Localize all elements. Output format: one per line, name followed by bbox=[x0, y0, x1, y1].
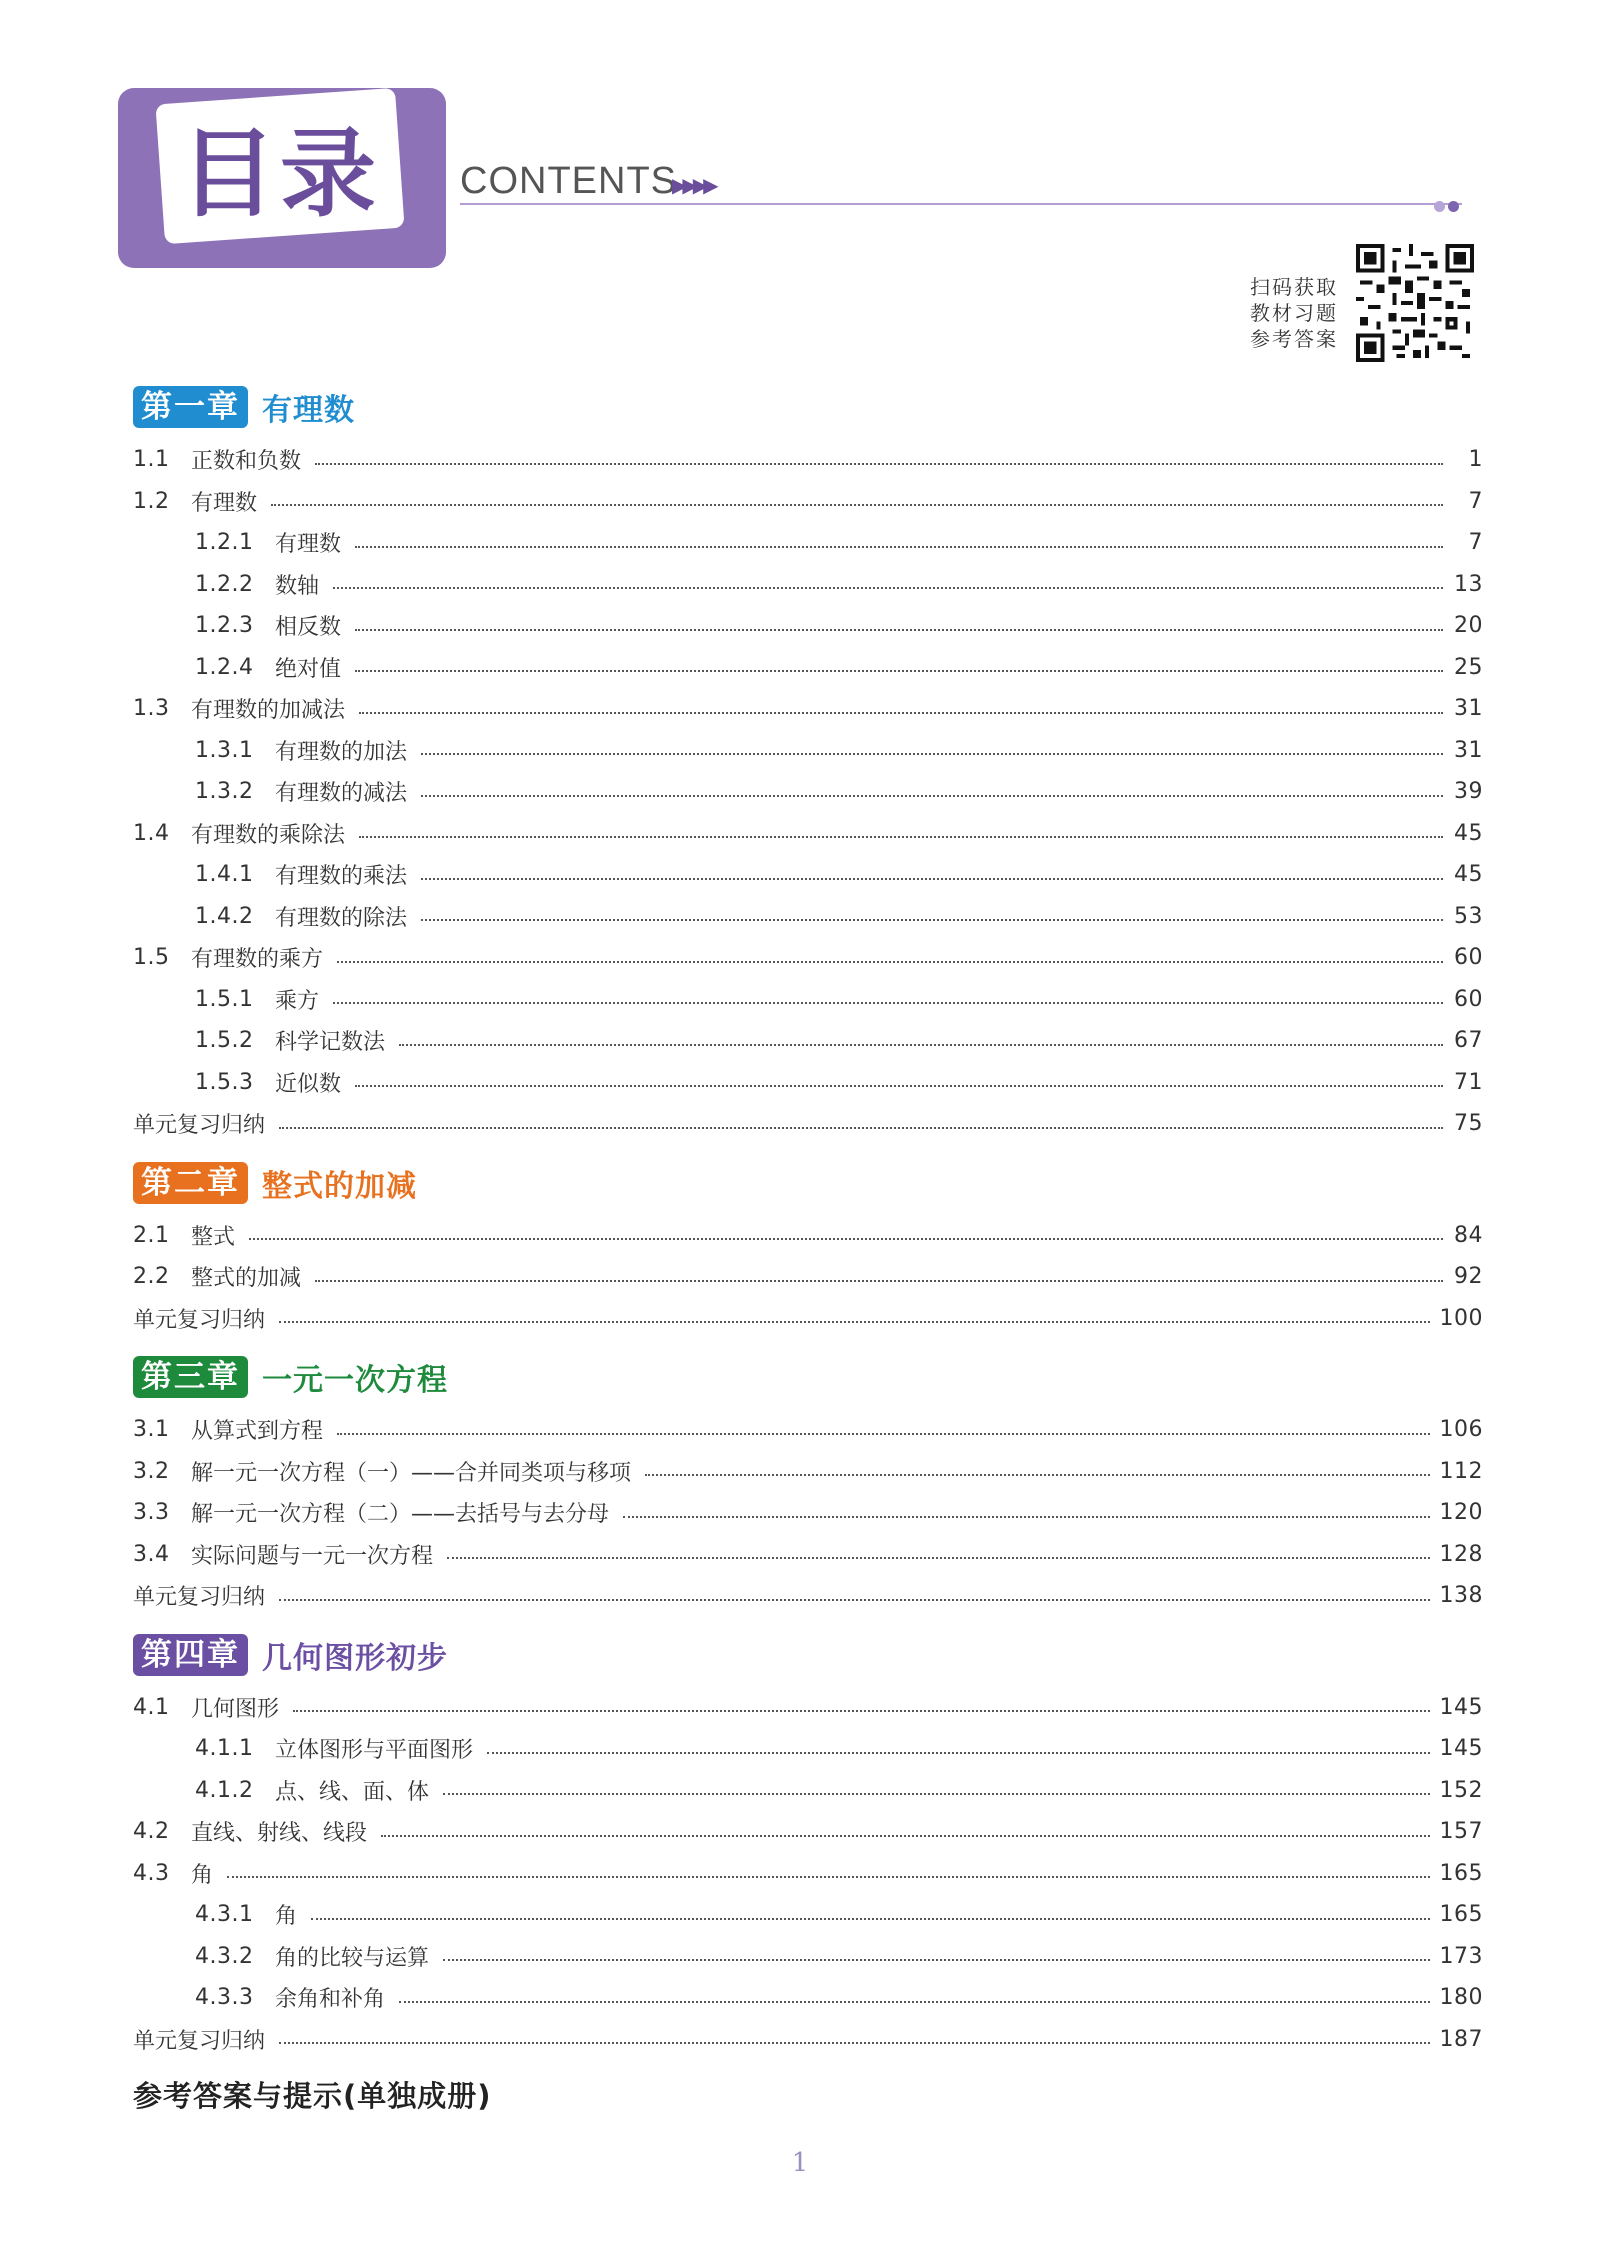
toc-entry[interactable] bbox=[133, 937, 1483, 979]
decorative-dots-icon bbox=[1434, 197, 1462, 216]
dot-leader bbox=[279, 1127, 1443, 1129]
dot-leader bbox=[443, 1959, 1429, 1961]
dot-leader bbox=[359, 712, 1443, 714]
toc-entry-page: 145 bbox=[1439, 1736, 1483, 1762]
toc-entry-page: 7 bbox=[1468, 488, 1483, 514]
toc-entry-number: 3.2 bbox=[133, 1458, 170, 1484]
toc-entry[interactable] bbox=[133, 771, 1483, 813]
toc-entry-page: 60 bbox=[1454, 986, 1483, 1012]
dot-leader bbox=[381, 1835, 1429, 1837]
toc-entry-title: 角 bbox=[191, 1862, 214, 1888]
header bbox=[0, 0, 1600, 380]
toc-entry-title: 几何图形 bbox=[191, 1696, 280, 1722]
dot-leader bbox=[645, 1474, 1429, 1476]
toc-entry-title: 乘方 bbox=[275, 988, 320, 1014]
toc-entry[interactable] bbox=[133, 1811, 1483, 1853]
toc-entry-title: 有理数的乘除法 bbox=[191, 822, 346, 848]
toc-entry[interactable] bbox=[133, 730, 1483, 772]
toc-entry-title: 数轴 bbox=[275, 573, 320, 599]
qr-caption bbox=[1250, 274, 1350, 352]
title-label-box bbox=[155, 88, 404, 244]
dot-leader bbox=[355, 629, 1443, 631]
toc-entry-number: 1.5.3 bbox=[195, 1069, 254, 1095]
toc-entry-title: 相反数 bbox=[275, 615, 342, 641]
dot-leader bbox=[355, 1085, 1443, 1087]
toc-entry-title: 单元复习归纳 bbox=[133, 1113, 266, 1139]
dot-leader bbox=[421, 919, 1443, 921]
toc-entry-number: 3.1 bbox=[133, 1417, 170, 1443]
toc-entry-number: 1.2.1 bbox=[195, 530, 254, 556]
dot-leader bbox=[311, 1918, 1429, 1920]
toc-entry-number: 2.1 bbox=[133, 1222, 170, 1248]
toc-entry[interactable] bbox=[133, 688, 1483, 730]
toc-entry-number: 3.4 bbox=[133, 1541, 170, 1567]
toc-entry-title: 有理数的加法 bbox=[275, 739, 408, 765]
toc-entry-page: 128 bbox=[1439, 1541, 1483, 1567]
toc-entry-title: 正数和负数 bbox=[191, 449, 302, 475]
toc-entry[interactable] bbox=[133, 1534, 1483, 1576]
toc-entry-page: 67 bbox=[1454, 1028, 1483, 1054]
toc-entry-number: 1.1 bbox=[133, 447, 170, 473]
chapter-header[interactable] bbox=[133, 1633, 1483, 1679]
toc-entry-number: 2.2 bbox=[133, 1264, 170, 1290]
page-number: 1 bbox=[791, 2148, 809, 2178]
toc-entry[interactable] bbox=[133, 1492, 1483, 1534]
toc-entry-page: 1 bbox=[1468, 447, 1483, 473]
toc-entry-title: 直线、射线、线段 bbox=[191, 1821, 368, 1847]
toc-entry-number: 1.4.2 bbox=[195, 903, 254, 929]
dot-leader bbox=[227, 1876, 1429, 1878]
toc-entry-title: 角 bbox=[275, 1904, 298, 1930]
toc-entry-page: 145 bbox=[1439, 1694, 1483, 1720]
toc-entry-number: 1.4.1 bbox=[195, 862, 254, 888]
toc-entry-title: 有理数的乘方 bbox=[191, 947, 324, 973]
toc-entry[interactable] bbox=[133, 1103, 1483, 1145]
chapter-badge: 第一章 bbox=[133, 386, 248, 428]
toc-entry-number: 1.3.2 bbox=[195, 779, 254, 805]
toc-entry-number: 3.3 bbox=[133, 1500, 170, 1526]
qr-caption-line: 教材习题 bbox=[1250, 301, 1338, 325]
toc-entry-title: 单元复习归纳 bbox=[133, 1585, 266, 1611]
toc-entry-number: 1.2 bbox=[133, 488, 170, 514]
toc-entry-number: 1.4 bbox=[133, 820, 170, 846]
toc-entry[interactable] bbox=[133, 1687, 1483, 1729]
toc-entry-page: 157 bbox=[1439, 1819, 1483, 1845]
dot-leader bbox=[399, 1044, 1443, 1046]
dot-leader bbox=[443, 1793, 1429, 1795]
toc-entry[interactable] bbox=[133, 1853, 1483, 1895]
toc-entry-page: 31 bbox=[1454, 696, 1483, 722]
toc-entry-page: 20 bbox=[1454, 613, 1483, 639]
qr-caption-line: 扫码获取 bbox=[1250, 275, 1338, 299]
toc-entry[interactable] bbox=[133, 647, 1483, 689]
toc-entry-title: 解一元一次方程（二）——去括号与去分母 bbox=[191, 1502, 610, 1528]
dot-leader bbox=[279, 1599, 1429, 1601]
toc-entry[interactable] bbox=[133, 1770, 1483, 1812]
toc-entry-number: 4.1.1 bbox=[195, 1736, 254, 1762]
dot-leader bbox=[399, 2001, 1429, 2003]
dot-leader bbox=[355, 546, 1443, 548]
toc-entry-page: 165 bbox=[1439, 1860, 1483, 1886]
toc-entry-number: 1.5 bbox=[133, 945, 170, 971]
dot-leader bbox=[249, 1238, 1443, 1240]
toc-entry-title: 角的比较与运算 bbox=[275, 1945, 430, 1971]
toc-entry-number: 4.1 bbox=[133, 1694, 170, 1720]
toc-entry-page: 187 bbox=[1439, 2026, 1483, 2052]
toc-entry-title: 有理数 bbox=[191, 490, 258, 516]
toc-entry[interactable] bbox=[133, 854, 1483, 896]
toc-entry-page: 84 bbox=[1454, 1222, 1483, 1248]
chapter-title: 一元一次方程 bbox=[262, 1363, 448, 1398]
toc-entry-page: 165 bbox=[1439, 1902, 1483, 1928]
toc-entry-title: 单元复习归纳 bbox=[133, 1307, 266, 1333]
toc-entry-page: 45 bbox=[1454, 820, 1483, 846]
toc-entry-page: 7 bbox=[1468, 530, 1483, 556]
toc-entry[interactable] bbox=[133, 1936, 1483, 1978]
dot-leader bbox=[315, 463, 1443, 465]
toc-entry-page: 152 bbox=[1439, 1777, 1483, 1803]
toc-entry-page: 92 bbox=[1454, 1264, 1483, 1290]
toc-entry-title: 有理数的乘法 bbox=[275, 864, 408, 890]
table-of-contents bbox=[133, 385, 1483, 2115]
dot-leader bbox=[623, 1516, 1429, 1518]
toc-entry[interactable] bbox=[133, 522, 1483, 564]
chapter-title: 有理数 bbox=[262, 393, 355, 428]
toc-entry-number: 4.3.3 bbox=[195, 1985, 254, 2011]
toc-entry-page: 13 bbox=[1454, 571, 1483, 597]
toc-entry-title: 有理数的减法 bbox=[275, 781, 408, 807]
toc-entry-page: 112 bbox=[1439, 1458, 1483, 1484]
chapter-title: 整式的加减 bbox=[262, 1168, 417, 1204]
toc-entry-page: 31 bbox=[1454, 737, 1483, 763]
qr-caption-line: 参考答案 bbox=[1250, 327, 1338, 351]
toc-entry-number: 1.2.3 bbox=[195, 613, 254, 639]
dot-leader bbox=[333, 1002, 1443, 1004]
toc-entry-number: 1.5.2 bbox=[195, 1028, 254, 1054]
toc-entry[interactable] bbox=[133, 896, 1483, 938]
toc-entry-title: 解一元一次方程（一）——合并同类项与移项 bbox=[191, 1460, 632, 1486]
toc-entry-title: 立体图形与平面图形 bbox=[275, 1738, 474, 1764]
toc-entry[interactable] bbox=[133, 1020, 1483, 1062]
toc-entry-page: 173 bbox=[1439, 1943, 1483, 1969]
toc-entry-number: 1.2.2 bbox=[195, 571, 254, 597]
toc-entry-page: 120 bbox=[1439, 1500, 1483, 1526]
toc-entry-title: 单元复习归纳 bbox=[133, 2028, 266, 2054]
toc-entry-title: 近似数 bbox=[275, 1071, 342, 1097]
toc-entry-title: 有理数的除法 bbox=[275, 905, 408, 931]
appendix-note[interactable]: 参考答案与提示(单独成册) bbox=[133, 2079, 492, 2113]
toc-entry-number: 4.2 bbox=[133, 1819, 170, 1845]
dot-leader bbox=[279, 2042, 1429, 2044]
toc-entry[interactable] bbox=[133, 1575, 1483, 1617]
toc-entry-number: 1.3 bbox=[133, 696, 170, 722]
dot-leader bbox=[271, 504, 1443, 506]
toc-entry[interactable] bbox=[133, 1062, 1483, 1104]
toc-entry-title: 整式的加减 bbox=[191, 1266, 302, 1292]
toc-entry-page: 71 bbox=[1454, 1069, 1483, 1095]
toc-entry[interactable] bbox=[133, 1256, 1483, 1298]
toc-entry[interactable] bbox=[133, 2019, 1483, 2061]
chapter-badge: 第三章 bbox=[133, 1356, 248, 1398]
chapter-header[interactable] bbox=[133, 1355, 1483, 1401]
toc-entry[interactable] bbox=[133, 813, 1483, 855]
dot-leader bbox=[315, 1280, 1443, 1282]
toc-entry-number: 4.1.2 bbox=[195, 1777, 254, 1803]
toc-entry-number: 1.3.1 bbox=[195, 737, 254, 763]
chapter-header[interactable] bbox=[133, 1161, 1483, 1207]
toc-entry-page: 60 bbox=[1454, 945, 1483, 971]
toc-entry[interactable] bbox=[133, 1451, 1483, 1493]
contents-label: CONTENTS bbox=[460, 160, 677, 202]
toc-entry[interactable] bbox=[133, 1409, 1483, 1451]
toc-entry-title: 余角和补角 bbox=[275, 1987, 386, 2013]
toc-entry-page: 53 bbox=[1454, 903, 1483, 929]
toc-entry[interactable] bbox=[133, 979, 1483, 1021]
toc-entry[interactable] bbox=[133, 1728, 1483, 1770]
toc-entry[interactable] bbox=[133, 1894, 1483, 1936]
dot-leader bbox=[333, 587, 1443, 589]
chapter-badge: 第二章 bbox=[133, 1162, 248, 1204]
chapter-header[interactable] bbox=[133, 385, 1483, 431]
toc-entry-page: 138 bbox=[1439, 1583, 1483, 1609]
dot-leader bbox=[421, 753, 1443, 755]
toc-entry-title: 科学记数法 bbox=[275, 1030, 386, 1056]
toc-entry-page: 25 bbox=[1454, 654, 1483, 680]
toc-entry[interactable] bbox=[133, 1215, 1483, 1257]
toc-entry-title: 有理数 bbox=[275, 532, 342, 558]
toc-entry-page: 100 bbox=[1439, 1305, 1483, 1331]
chapter-title: 几何图形初步 bbox=[262, 1640, 448, 1676]
dot-leader bbox=[279, 1321, 1429, 1323]
dot-leader bbox=[293, 1710, 1429, 1712]
dot-leader bbox=[337, 961, 1443, 963]
toc-entry-number: 1.2.4 bbox=[195, 654, 254, 680]
toc-entry-title: 实际问题与一元一次方程 bbox=[191, 1543, 434, 1569]
toc-entry[interactable] bbox=[133, 564, 1483, 606]
header-divider bbox=[460, 203, 1462, 205]
toc-entry-title: 从算式到方程 bbox=[191, 1419, 324, 1445]
toc-entry[interactable] bbox=[133, 439, 1483, 481]
toc-entry-page: 180 bbox=[1439, 1985, 1483, 2011]
dot-leader bbox=[421, 795, 1443, 797]
dot-leader bbox=[447, 1557, 1429, 1559]
toc-entry[interactable] bbox=[133, 1298, 1483, 1340]
toc-entry-page: 39 bbox=[1454, 779, 1483, 805]
arrows-icon: ▶▶▶▶ bbox=[672, 173, 714, 197]
toc-entry[interactable] bbox=[133, 605, 1483, 647]
chapter-badge: 第四章 bbox=[133, 1634, 248, 1676]
toc-entry-title: 有理数的加减法 bbox=[191, 698, 346, 724]
page-title: 目录 bbox=[180, 116, 380, 230]
toc-entry-title: 整式 bbox=[191, 1224, 236, 1250]
toc-entry-number: 4.3.2 bbox=[195, 1943, 254, 1969]
dot-leader bbox=[487, 1752, 1429, 1754]
toc-entry-title: 绝对值 bbox=[275, 656, 342, 682]
dot-leader bbox=[421, 878, 1443, 880]
toc-entry[interactable] bbox=[133, 1977, 1483, 2019]
dot-leader bbox=[359, 836, 1443, 838]
qr-code-icon[interactable] bbox=[1356, 244, 1474, 362]
toc-entry-page: 75 bbox=[1454, 1111, 1483, 1137]
toc-entry-page: 106 bbox=[1439, 1417, 1483, 1443]
toc-entry-number: 1.5.1 bbox=[195, 986, 254, 1012]
toc-entry-page: 45 bbox=[1454, 862, 1483, 888]
toc-entry-number: 4.3.1 bbox=[195, 1902, 254, 1928]
dot-leader bbox=[337, 1433, 1429, 1435]
toc-entry[interactable] bbox=[133, 481, 1483, 523]
toc-entry-title: 点、线、面、体 bbox=[275, 1779, 430, 1805]
dot-leader bbox=[355, 670, 1443, 672]
toc-entry-number: 4.3 bbox=[133, 1860, 170, 1886]
